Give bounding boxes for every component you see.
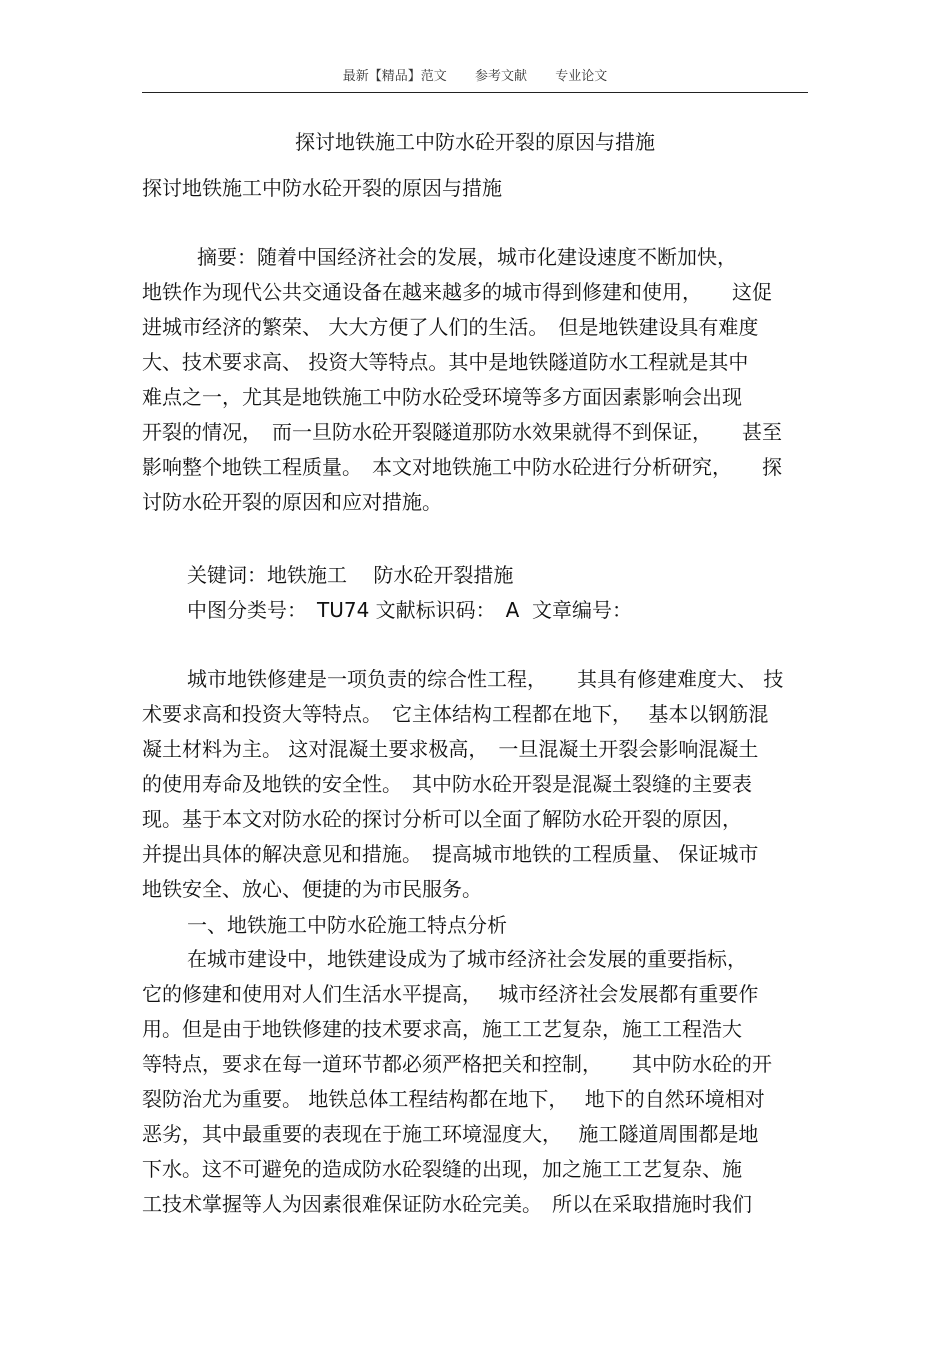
body-line: 现。基于本文对防水砼的探讨分析可以全面了解防水砼开裂的原因， (142, 807, 742, 831)
header-label-fanwen: 最新【精品】范文 (342, 69, 447, 84)
body-line: 并提出具体的解决意见和措施。 提高城市地铁的工程质量、 保证城市 (142, 842, 759, 866)
abstract-line: 讨防水砼开裂的原因和应对措施。 (142, 490, 442, 514)
body-line: 裂防治尤为重要。 地铁总体工程结构都在地下， 地下的自然环境相对 (142, 1087, 765, 1111)
document-subtitle: 探讨地铁施工中防水砼开裂的原因与措施 (142, 176, 502, 200)
abstract-line: 影响整个地铁工程质量。 本文对地铁施工中防水砼进行分析研究， 探 (142, 455, 782, 479)
body-line: 的使用寿命及地铁的安全性。 其中防水砼开裂是混凝土裂缝的主要表 (142, 772, 752, 796)
abstract-line: 摘要：随着中国经济社会的发展，城市化建设速度不断加快， (197, 245, 737, 269)
body-line: 等特点，要求在每一道环节都必须严格把关和控制， 其中防水砼的开 (142, 1052, 772, 1076)
body-paragraph-intro (142, 662, 808, 907)
body-paragraph-section1 (142, 942, 808, 1222)
body-line: 它的修建和使用对人们生活水平提高， 城市经济社会发展都有重要作 (142, 982, 759, 1006)
body-line: 凝土材料为主。 这对混凝土要求极高， 一旦混凝土开裂会影响混凝土 (142, 737, 759, 761)
body-line: 恶劣，其中最重要的表现在于施工环境湿度大， 施工隧道周围都是地 (142, 1122, 759, 1146)
abstract-line: 难点之一，尤其是地铁施工中防水砼受环境等多方面因素影响会出现 (142, 385, 742, 409)
classification-line: 中图分类号： TU74 文献标识码： A 文章编号： (187, 598, 633, 622)
abstract-line: 开裂的情况， 而一旦防水砼开裂隧道那防水效果就得不到保证， 甚至 (142, 420, 782, 444)
header-label-papers: 专业论文 (555, 69, 608, 84)
body-line: 用。但是由于地铁修建的技术要求高，施工工艺复杂，施工工程浩大 (142, 1017, 742, 1041)
abstract-line: 大、技术要求高、 投资大等特点。其中是地铁隧道防水工程就是其中 (142, 350, 749, 374)
abstract-paragraph (142, 240, 808, 520)
body-line: 下水。这不可避免的造成防水砼裂缝的出现，加之施工工艺复杂、施 (142, 1157, 742, 1181)
page-header (142, 64, 808, 93)
body-line: 城市地铁修建是一项负责的综合性工程， 其具有修建难度大、 技 (187, 667, 784, 691)
keywords-block (142, 558, 808, 628)
keywords-line: 关键词：地铁施工 防水砼开裂措施 (187, 563, 514, 587)
abstract-line: 地铁作为现代公共交通设备在越来越多的城市得到修建和使用， 这促 (142, 280, 772, 304)
body-line: 地铁安全、放心、便捷的为市民服务。 (142, 877, 482, 901)
section-heading-text: 一、地铁施工中防水砼施工特点分析 (187, 913, 507, 937)
body-line: 工技术掌握等人为因素很难保证防水砼完美。 所以在采取措施时我们 (142, 1192, 752, 1216)
section-heading (142, 908, 808, 943)
body-line: 在城市建设中，地铁建设成为了城市经济社会发展的重要指标， (187, 947, 747, 971)
header-label-references: 参考文献 (474, 69, 527, 84)
body-line: 术要求高和投资大等特点。 它主体结构工程都在地下， 基本以钢筋混 (142, 702, 769, 726)
abstract-line: 进城市经济的繁荣、 大大方便了人们的生活。 但是地铁建设具有难度 (142, 315, 759, 339)
document-title: 探讨地铁施工中防水砼开裂的原因与措施 (295, 130, 655, 154)
